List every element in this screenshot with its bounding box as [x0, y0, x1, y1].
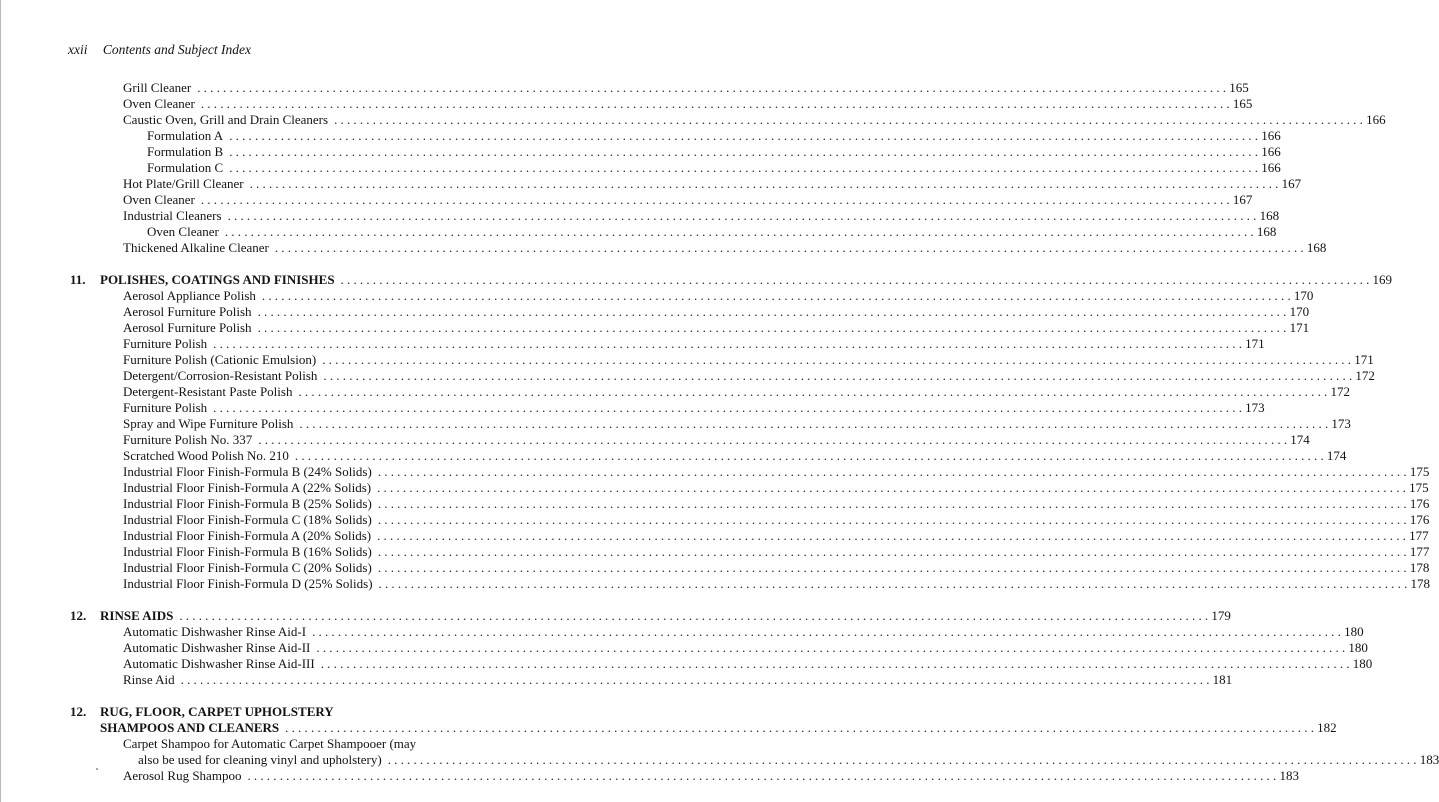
dot-leader: ................................................................................................................................................................ [229, 144, 1262, 159]
entry-label: Furniture Polish No. 337 [123, 432, 253, 447]
entry-page-number: 178 [1409, 560, 1430, 575]
dot-leader: ................................................................................................................................................................ [285, 720, 1318, 735]
toc-entry [123, 112, 1386, 128]
entry-page-number: 175 [1409, 480, 1429, 495]
toc-entry [123, 240, 1327, 256]
entry-page-number: 182 [1317, 720, 1337, 735]
toc-entry [123, 96, 1253, 112]
entry-label: Aerosol Furniture Polish [123, 320, 252, 335]
entry-label: Industrial Floor Finish-Formula A (22% Solids) [123, 480, 372, 495]
entry-page-number: 166 [1261, 144, 1281, 159]
entry-page-number: 173 [1331, 416, 1351, 431]
entry-page-number: 171 [1245, 336, 1265, 351]
toc-entry [123, 544, 1430, 560]
section-heading [100, 720, 1337, 736]
section-number: 12. [70, 704, 87, 719]
toc-entry [147, 144, 1281, 160]
entry-label: RINSE AIDS [100, 608, 174, 623]
toc-entry [123, 192, 1253, 208]
entry-page-number: 166 [1261, 128, 1281, 143]
toc-entry [147, 224, 1277, 240]
entry-label: Oven Cleaner [123, 192, 195, 207]
dot-leader: ................................................................................................................................................................ [227, 208, 1260, 223]
dot-leader: ................................................................................................................................................................ [377, 480, 1410, 495]
entry-page-number: 176 [1409, 512, 1430, 527]
dot-leader: ................................................................................................................................................................ [377, 544, 1410, 559]
entry-page-number: 180 [1352, 656, 1373, 671]
entry-page-number: 165 [1232, 96, 1253, 111]
dot-leader: ................................................................................................................................................................ [320, 656, 1353, 671]
entry-label: Oven Cleaner [147, 224, 219, 239]
entry-page-number: 170 [1293, 288, 1314, 303]
entry-label: Aerosol Rug Shampoo [123, 768, 242, 783]
dot-leader: ................................................................................................................................................................ [387, 752, 1420, 767]
toc-entry [123, 672, 1233, 688]
section-heading [100, 272, 1393, 288]
entry-label: Industrial Floor Finish-Formula C (20% Solids) [123, 560, 372, 575]
entry-label: Formulation B [147, 144, 224, 159]
toc-entry [123, 368, 1375, 384]
toc-entry [123, 400, 1265, 416]
dot-leader: ................................................................................................................................................................ [213, 400, 1246, 415]
entry-label: Industrial Floor Finish-Formula A (20% Solids) [123, 528, 372, 543]
entry-label: Aerosol Appliance Polish [123, 288, 256, 303]
entry-page-number: 179 [1211, 608, 1231, 623]
dot-leader: ................................................................................................................................................................ [258, 432, 1291, 447]
dot-leader: ................................................................................................................................................................ [378, 576, 1411, 591]
dot-leader: ................................................................................................................................................................ [312, 624, 1345, 639]
entry-label: Industrial Cleaners [123, 208, 222, 223]
toc-entry [123, 656, 1373, 672]
entry-label: Rinse Aid [123, 672, 175, 687]
section-number: 12. [70, 608, 87, 623]
dot-leader: ................................................................................................................................................................ [257, 304, 1290, 319]
running-header [68, 42, 251, 58]
page-number: xxii [68, 42, 88, 57]
toc-entry [123, 352, 1374, 368]
toc-entry [123, 768, 1299, 784]
entry-label: Detergent/Corrosion-Resistant Polish [123, 368, 318, 383]
entry-label: also be used for cleaning vinyl and upholstery) [138, 752, 382, 767]
dot-leader: ................................................................................................................................................................ [334, 112, 1367, 127]
entry-label: Industrial Floor Finish-Formula D (25% Solids) [123, 576, 373, 591]
toc-entry [123, 496, 1430, 512]
entry-label: Aerosol Furniture Polish [123, 304, 252, 319]
dot-leader: ................................................................................................................................................................ [322, 352, 1355, 367]
entry-page-number: 165 [1229, 80, 1249, 95]
dot-leader: ................................................................................................................................................................ [197, 80, 1230, 95]
page-edge [0, 0, 1, 802]
toc-entry [123, 304, 1310, 320]
toc-entry [123, 480, 1429, 496]
toc-entry [123, 416, 1351, 432]
toc-entry [123, 432, 1310, 448]
toc-entry [123, 528, 1429, 544]
dot-leader: ................................................................................................................................................................ [377, 528, 1410, 543]
dot-leader: ................................................................................................................................................................ [377, 464, 1410, 479]
entry-page-number: 174 [1290, 432, 1310, 447]
entry-page-number: 172 [1355, 368, 1375, 383]
dot-leader: ................................................................................................................................................................ [316, 640, 1349, 655]
entry-page-number: 181 [1212, 672, 1233, 687]
entry-label: Grill Cleaner [123, 80, 192, 95]
entry-label: Hot Plate/Grill Cleaner [123, 176, 244, 191]
entry-page-number: 180 [1344, 624, 1364, 639]
dot-leader: ................................................................................................................................................................ [224, 224, 1257, 239]
toc-entry [123, 208, 1280, 224]
entry-label: Industrial Floor Finish-Formula B (24% Solids) [123, 464, 372, 479]
entry-label: Furniture Polish [123, 400, 208, 415]
toc-entry [123, 640, 1368, 656]
toc-entry [123, 464, 1430, 480]
dot-leader: ................................................................................................................................................................ [200, 96, 1233, 111]
entry-label: Caustic Oven, Grill and Drain Cleaners [123, 112, 329, 127]
entry-page-number: 172 [1330, 384, 1350, 399]
entry-page-number: 176 [1409, 496, 1430, 511]
entry-page-number: 170 [1289, 304, 1310, 319]
entry-page-number: 178 [1410, 576, 1431, 591]
entry-label: Detergent-Resistant Paste Polish [123, 384, 293, 399]
entry-label: Furniture Polish (Cationic Emulsion) [123, 352, 317, 367]
toc-entry [123, 560, 1430, 576]
entry-page-number: 166 [1261, 160, 1281, 175]
toc-entry [138, 752, 1439, 768]
dot-leader: ................................................................................................................................................................ [180, 672, 1213, 687]
dot-leader: ................................................................................................................................................................ [229, 128, 1262, 143]
toc-entry [123, 624, 1364, 640]
toc-entry [123, 576, 1431, 592]
dot-leader: ................................................................................................................................................................ [377, 560, 1410, 575]
toc-entry [123, 384, 1350, 400]
entry-page-number: 180 [1348, 640, 1368, 655]
toc-entry [123, 176, 1302, 192]
dot-leader: ................................................................................................................................................................ [257, 320, 1290, 335]
section-number: 11. [70, 272, 86, 287]
speck [96, 768, 98, 770]
toc-entry [123, 512, 1430, 528]
toc-entry [147, 160, 1281, 176]
dot-leader: ................................................................................................................................................................ [179, 608, 1212, 623]
entry-page-number: 169 [1372, 272, 1393, 287]
section-heading [100, 608, 1231, 624]
dot-leader: ................................................................................................................................................................ [298, 384, 1331, 399]
dot-leader: ................................................................................................................................................................ [294, 448, 1327, 463]
header-title: Contents and Subject Index [102, 42, 251, 57]
entry-page-number: 177 [1409, 544, 1430, 559]
entry-label: Automatic Dishwasher Rinse Aid-II [123, 640, 311, 655]
entry-page-number: 171 [1289, 320, 1310, 335]
entry-page-number: 183 [1419, 752, 1439, 767]
dot-leader: ................................................................................................................................................................ [340, 272, 1373, 287]
entry-label: Industrial Floor Finish-Formula C (18% Solids) [123, 512, 372, 527]
toc-entry [147, 128, 1281, 144]
entry-label: Furniture Polish [123, 336, 208, 351]
dot-leader: ................................................................................................................................................................ [261, 288, 1294, 303]
entry-label: SHAMPOOS AND CLEANERS [100, 720, 280, 735]
entry-label: Automatic Dishwasher Rinse Aid-I [123, 624, 307, 639]
entry-page-number: 166 [1366, 112, 1386, 127]
entry-page-number: 168 [1259, 208, 1280, 223]
entry-label: Formulation A [147, 128, 224, 143]
section-heading: RUG, FLOOR, CARPET UPHOLSTERY [100, 704, 334, 719]
toc-entry [123, 448, 1347, 464]
entry-page-number: 167 [1232, 192, 1253, 207]
entry-page-number: 168 [1306, 240, 1327, 255]
dot-leader: ................................................................................................................................................................ [377, 496, 1410, 511]
entry-page-number: 168 [1256, 224, 1277, 239]
entry-label: Spray and Wipe Furniture Polish [123, 416, 294, 431]
entry-label: Automatic Dishwasher Rinse Aid-III [123, 656, 315, 671]
entry-label: Thickened Alkaline Cleaner [123, 240, 269, 255]
dot-leader: ................................................................................................................................................................ [299, 416, 1332, 431]
dot-leader: ................................................................................................................................................................ [274, 240, 1307, 255]
entry-page-number: 174 [1326, 448, 1347, 463]
entry-page-number: 177 [1409, 528, 1429, 543]
entry-label: Industrial Floor Finish-Formula B (25% Solids) [123, 496, 372, 511]
entry-label: Formulation C [147, 160, 224, 175]
dot-leader: ................................................................................................................................................................ [249, 176, 1282, 191]
entry-page-number: 173 [1245, 400, 1265, 415]
dot-leader: ................................................................................................................................................................ [377, 512, 1410, 527]
entry-page-number: 175 [1409, 464, 1430, 479]
toc-entry [123, 320, 1310, 336]
entry-page-number: 167 [1281, 176, 1302, 191]
entry-label: Carpet Shampoo for Automatic Carpet Shampooer (may [123, 736, 417, 751]
entry-label: POLISHES, COATINGS AND FINISHES [100, 272, 335, 287]
toc-entry [123, 288, 1314, 304]
dot-leader: ................................................................................................................................................................ [200, 192, 1233, 207]
dot-leader: ................................................................................................................................................................ [213, 336, 1246, 351]
entry-label: Oven Cleaner [123, 96, 195, 111]
toc-entry [123, 336, 1265, 352]
entry-label: Scratched Wood Polish No. 210 [123, 448, 289, 463]
entry-page-number: 183 [1279, 768, 1299, 783]
dot-leader: ................................................................................................................................................................ [323, 368, 1356, 383]
dot-leader: ................................................................................................................................................................ [229, 160, 1262, 175]
entry-page-number: 171 [1354, 352, 1374, 367]
dot-leader: ................................................................................................................................................................ [247, 768, 1280, 783]
entry-label: Industrial Floor Finish-Formula B (16% Solids) [123, 544, 372, 559]
toc-entry [123, 80, 1249, 96]
